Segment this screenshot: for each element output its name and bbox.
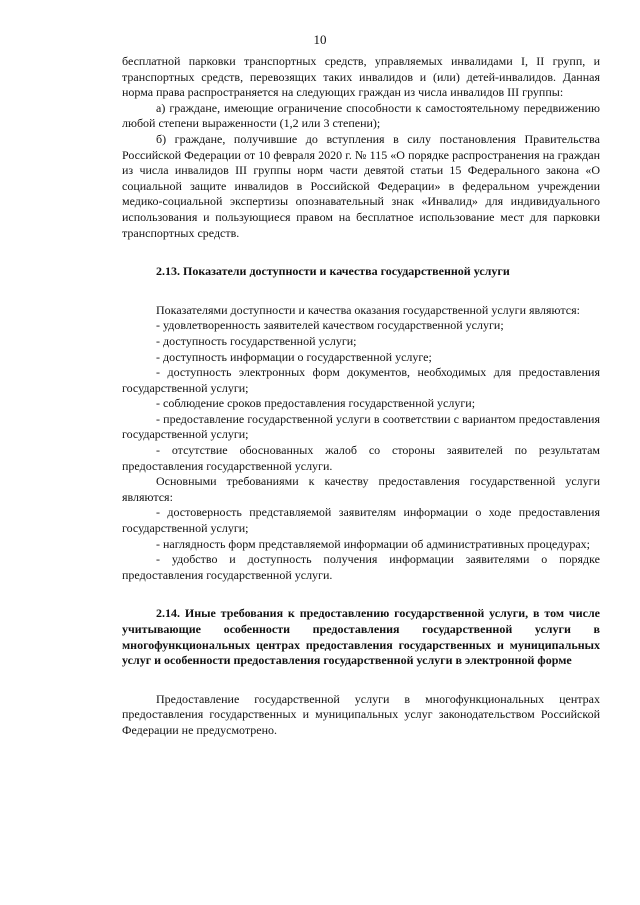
section-2-14-body: Предоставление государственной услуги в многофункциональных центрах предоставления государственных и муниципальных услуг законодательством Российской Федерации не предусмотрено. xyxy=(122,691,600,737)
page-number: 10 xyxy=(313,32,327,47)
list-item: - соблюдение сроков предоставления государственной услуги; xyxy=(156,396,476,411)
list-item: - отсутствие обоснованных жалоб со стороны заявителей по результатам предоставления государственной услуги. xyxy=(122,443,600,473)
requirements-list xyxy=(122,505,600,583)
list-item: - удобство и доступность получения информации заявителями о порядке предоставления государственной услуги. xyxy=(122,552,600,582)
document-body xyxy=(122,54,600,739)
list-item: - доступность электронных форм документов, необходимых для предоставления государственной услуги; xyxy=(122,365,600,395)
requirements-lead: Основными требованиями к качеству предоставления государственной услуги являются: xyxy=(122,474,600,504)
intro-item-a: а) граждане, имеющие ограничение способности к самостоятельному передвижению любой степени выраженности (1,2 или 3 степени); xyxy=(122,100,600,131)
list-item: - доступность государственной услуги; xyxy=(156,333,357,348)
list-item: - доступность информации о государственной услуге; xyxy=(156,349,432,364)
intro-paragraph: бесплатной парковки транспортных средств, управляемых инвалидами I, II групп, и транспортных средств, перевозящих таких инвалидов и (или) детей-инвалидов. Данная норма права распространяется на следующих граждан из числа инвалидов III группы: xyxy=(122,54,600,100)
list-item: - предоставление государственной услуги в соответствии с вариантом предоставления государственной услуги; xyxy=(122,411,600,442)
section-2-13-lead: Показателями доступности и качества оказания государственной услуги являются: xyxy=(156,302,580,317)
indicators-list xyxy=(122,318,600,474)
list-item: - достоверность представляемой заявителям информации о ходе предоставления государственной услуги; xyxy=(122,505,600,536)
list-item: - удовлетворенность заявителей качеством государственной услуги; xyxy=(156,318,504,333)
section-2-13-heading: 2.13. Показатели доступности и качества государственной услуги xyxy=(156,264,510,279)
list-item: - наглядность форм представляемой информации об административных процедурах; xyxy=(156,536,590,551)
section-2-14-heading: 2.14. Иные требования к предоставлению государственной услуги, в том числе учитывающие особенности предоставления государственной услуги в многофункциональных центрах предоставления государственных и муниципальных услуг и особенности предоставления государственной услуги в электронной форме xyxy=(122,606,600,668)
intro-item-b: б) граждане, получившие до вступления в силу постановления Правительства Российской Федерации от 10 февраля 2020 г. № 115 «О порядке распространения на граждан из числа инвалидов III группы норм части девятой статьи 15 Федерального закона «О социальной защите инвалидов в Российской Федерации» в федеральном учреждении медико-социальной экспертизы опознавательный знак «Инвалид» для индивидуального использования и пользующиеся правом на бесплатное использование мест для парковки транспортных средств. xyxy=(122,131,600,240)
